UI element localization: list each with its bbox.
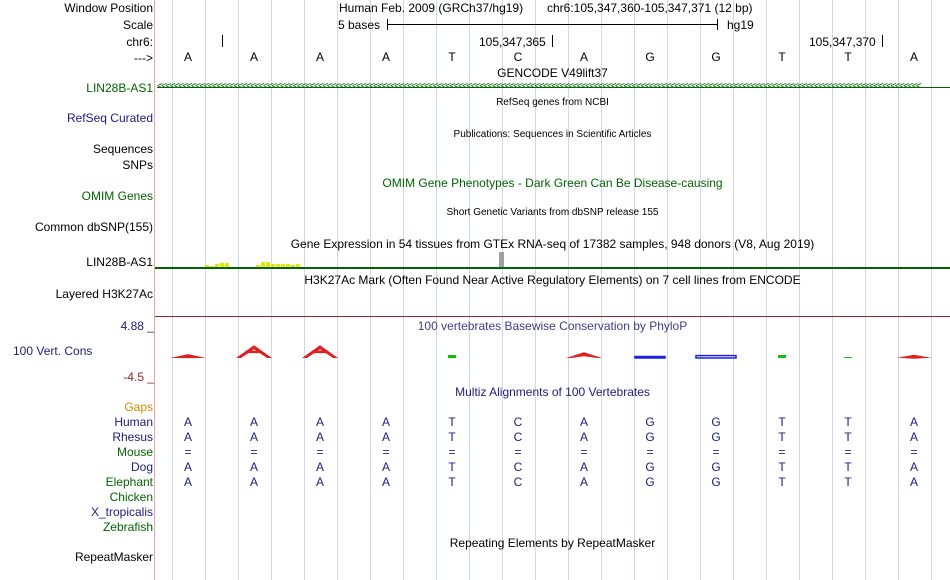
alignment-base: A bbox=[909, 430, 918, 444]
conservation-mark bbox=[448, 355, 456, 358]
alignment-base: A bbox=[381, 460, 390, 474]
alignment-base: A bbox=[249, 475, 258, 489]
alignment-base: = bbox=[712, 445, 720, 459]
alignment-base: A bbox=[381, 430, 390, 444]
ruler-coordinate-1: 105,347,365 bbox=[479, 35, 546, 49]
alignment-base: A bbox=[909, 460, 918, 474]
conservation-track-title[interactable]: 100 vertebrates Basewise Conservation by PhyloP bbox=[417, 319, 688, 333]
alignment-base: T bbox=[778, 430, 786, 444]
alignment-base: T bbox=[778, 460, 786, 474]
reference-base: C bbox=[513, 50, 523, 64]
reference-base: T bbox=[778, 50, 786, 64]
conservation-track-label[interactable]: 100 Vert. Cons bbox=[13, 344, 93, 358]
alignment-base: A bbox=[249, 430, 258, 444]
alignment-base: A bbox=[183, 460, 192, 474]
alignment-base: A bbox=[249, 460, 258, 474]
scale-bar-left-tick bbox=[387, 19, 388, 30]
publications-track-title[interactable]: Publications: Sequences in Scientific Articles bbox=[453, 129, 652, 140]
alignment-base: A bbox=[315, 415, 324, 429]
alignment-base: = bbox=[514, 445, 522, 459]
alignment-base: A bbox=[183, 475, 192, 489]
conservation-max-label: 4.88 _ bbox=[120, 319, 154, 333]
scale-bar-right-tick bbox=[717, 19, 718, 30]
alignment-base: A bbox=[315, 430, 324, 444]
alignment-base: T bbox=[778, 475, 786, 489]
chrom-label: chr6: bbox=[126, 35, 153, 49]
refseq-track-title[interactable]: RefSeq genes from NCBI bbox=[496, 97, 609, 108]
scale-label: Scale bbox=[122, 18, 153, 32]
alignment-base: T bbox=[844, 415, 852, 429]
h3k27ac-baseline bbox=[155, 316, 950, 317]
reference-base: G bbox=[645, 50, 655, 64]
alignment-base: A bbox=[909, 475, 918, 489]
strand-label: ---> bbox=[134, 51, 153, 65]
alignment-base: A bbox=[579, 460, 588, 474]
conservation-min-label: -4.5 _ bbox=[123, 370, 154, 384]
multiz-gaps-label[interactable]: Gaps bbox=[124, 400, 153, 414]
reference-base: A bbox=[579, 50, 588, 64]
gtex-track-title[interactable]: Gene Expression in 54 tissues from GTEx RNA-seq of 17382 samples, 948 donors (V8, Aug 2019) bbox=[290, 237, 815, 251]
multiz-track-title[interactable]: Multiz Alignments of 100 Vertebrates bbox=[455, 385, 650, 399]
reference-base: T bbox=[844, 50, 852, 64]
scale-bar bbox=[387, 24, 718, 25]
repeatmasker-track-title[interactable]: Repeating Elements by RepeatMasker bbox=[449, 536, 656, 550]
species-label[interactable]: Human bbox=[114, 415, 153, 429]
gencode-track-title[interactable]: GENCODE V49lift37 bbox=[497, 66, 608, 80]
alignment-base: = bbox=[250, 445, 258, 459]
species-label[interactable]: Mouse bbox=[116, 445, 153, 459]
alignment-base: A bbox=[315, 475, 324, 489]
sequences-track-label[interactable]: Sequences bbox=[92, 142, 153, 156]
reference-base: A bbox=[909, 50, 918, 64]
alignment-base: C bbox=[513, 415, 523, 429]
reference-base: T bbox=[448, 50, 456, 64]
alignment-base: T bbox=[448, 415, 456, 429]
species-label[interactable]: Zebrafish bbox=[102, 520, 153, 534]
scale-db: hg19 bbox=[727, 18, 754, 32]
alignment-base: A bbox=[579, 430, 588, 444]
conservation-mark bbox=[302, 345, 338, 358]
refseq-track-label[interactable]: RefSeq Curated bbox=[66, 111, 153, 125]
species-label[interactable]: Chicken bbox=[109, 490, 153, 504]
alignment-base: A bbox=[183, 415, 192, 429]
alignment-base: G bbox=[645, 460, 655, 474]
alignment-base: = bbox=[778, 445, 786, 459]
alignment-base: A bbox=[381, 415, 390, 429]
alignment-base: T bbox=[448, 460, 456, 474]
dbsnp-track-label[interactable]: Common dbSNP(155) bbox=[34, 220, 153, 234]
alignment-base: A bbox=[315, 460, 324, 474]
dbsnp-track-title[interactable]: Short Genetic Variants from dbSNP release 155 bbox=[446, 207, 659, 218]
reference-base: A bbox=[315, 50, 324, 64]
h3k27ac-track-label[interactable]: Layered H3K27Ac bbox=[55, 287, 153, 301]
alignment-base: G bbox=[711, 460, 721, 474]
scale-text: 5 bases bbox=[338, 18, 381, 32]
alignment-base: = bbox=[448, 445, 456, 459]
conservation-mark bbox=[844, 357, 852, 358]
reference-base: A bbox=[183, 50, 192, 64]
alignment-base: = bbox=[316, 445, 324, 459]
alignment-base: = bbox=[184, 445, 192, 459]
conservation-mark bbox=[896, 355, 932, 359]
repeatmasker-track-label[interactable]: RepeatMasker bbox=[74, 550, 153, 564]
gtex-track-label[interactable]: LIN28B-AS1 bbox=[86, 255, 153, 269]
gtex-grey-marker bbox=[499, 252, 504, 267]
species-label[interactable]: X_tropicalis bbox=[90, 505, 153, 519]
omim-track-label[interactable]: OMIM Genes bbox=[81, 189, 153, 203]
conservation-mark bbox=[236, 345, 272, 358]
alignment-base: G bbox=[645, 430, 655, 444]
alignment-base: C bbox=[513, 430, 523, 444]
window-position-value[interactable]: chr6:105,347,360-105,347,371 (12 bp) bbox=[547, 1, 753, 15]
ruler-tick-3 bbox=[882, 35, 883, 47]
alignment-base: A bbox=[579, 415, 588, 429]
reference-base: G bbox=[711, 50, 721, 64]
species-label[interactable]: Elephant bbox=[105, 475, 153, 489]
ruler-tick-2 bbox=[552, 35, 553, 47]
alignment-base: T bbox=[448, 430, 456, 444]
conservation-mark bbox=[566, 352, 602, 358]
alignment-base: C bbox=[513, 460, 523, 474]
alignment-base: G bbox=[645, 415, 655, 429]
conservation-mark bbox=[170, 354, 206, 358]
alignment-base: A bbox=[579, 475, 588, 489]
gencode-strand-arrows: <<<<<<<<<<<<<<<<<<<<<<<<<<<<<<<<<<<<<<<<<<<<<<<<<<<<<<<<<<<<<<<<<<<<<<<<<<<<<<<<<<<<<<<<<<<<<<<<<<<<<<<<<<<<<<<<<<<<<<<<<<<<<<<<<<<<<<<<<<<<<<<<<<<<<<<<<<<<<<<<<<<<<<<<<<<<<<<<<<<< bbox=[157, 81, 921, 92]
alignment-base: A bbox=[381, 475, 390, 489]
alignment-base: T bbox=[448, 475, 456, 489]
conservation-mark bbox=[696, 356, 736, 358]
alignment-base: T bbox=[844, 430, 852, 444]
alignment-base: C bbox=[513, 475, 523, 489]
omim-track-title[interactable]: OMIM Gene Phenotypes - Dark Green Can Be Disease-causing bbox=[382, 176, 723, 190]
ruler-coordinate-2: 105,347,370 bbox=[809, 35, 876, 49]
alignment-base: G bbox=[645, 475, 655, 489]
window-position-label: Window Position bbox=[64, 1, 153, 15]
gtex-baseline bbox=[155, 267, 950, 269]
conservation-mark bbox=[635, 357, 665, 359]
alignment-base: T bbox=[778, 415, 786, 429]
conservation-plot[interactable] bbox=[155, 334, 950, 374]
conservation-mark bbox=[778, 355, 786, 358]
alignment-base: A bbox=[909, 415, 918, 429]
alignment-base: T bbox=[844, 475, 852, 489]
alignment-base: = bbox=[910, 445, 918, 459]
alignment-base: = bbox=[382, 445, 390, 459]
alignment-base: G bbox=[711, 430, 721, 444]
label-separator bbox=[154, 0, 155, 580]
gencode-track-label[interactable]: LIN28B-AS1 bbox=[86, 81, 153, 95]
alignment-base: A bbox=[183, 430, 192, 444]
h3k27ac-track-title[interactable]: H3K27Ac Mark (Often Found Near Active Regulatory Elements) on 7 cell lines from ENCODE bbox=[304, 273, 801, 287]
alignment-base: T bbox=[844, 460, 852, 474]
assembly-name: Human Feb. 2009 (GRCh37/hg19) bbox=[339, 1, 524, 15]
ruler-tick-1 bbox=[222, 35, 223, 47]
snps-track-label[interactable]: SNPs bbox=[122, 158, 153, 172]
alignment-base: = bbox=[580, 445, 588, 459]
alignment-base: = bbox=[646, 445, 654, 459]
species-label[interactable]: Dog bbox=[130, 460, 153, 474]
alignment-base: G bbox=[711, 415, 721, 429]
alignment-base: G bbox=[711, 475, 721, 489]
species-label[interactable]: Rhesus bbox=[112, 430, 153, 444]
reference-base: A bbox=[249, 50, 258, 64]
reference-base: A bbox=[381, 50, 390, 64]
alignment-base: = bbox=[844, 445, 852, 459]
alignment-base: A bbox=[249, 415, 258, 429]
